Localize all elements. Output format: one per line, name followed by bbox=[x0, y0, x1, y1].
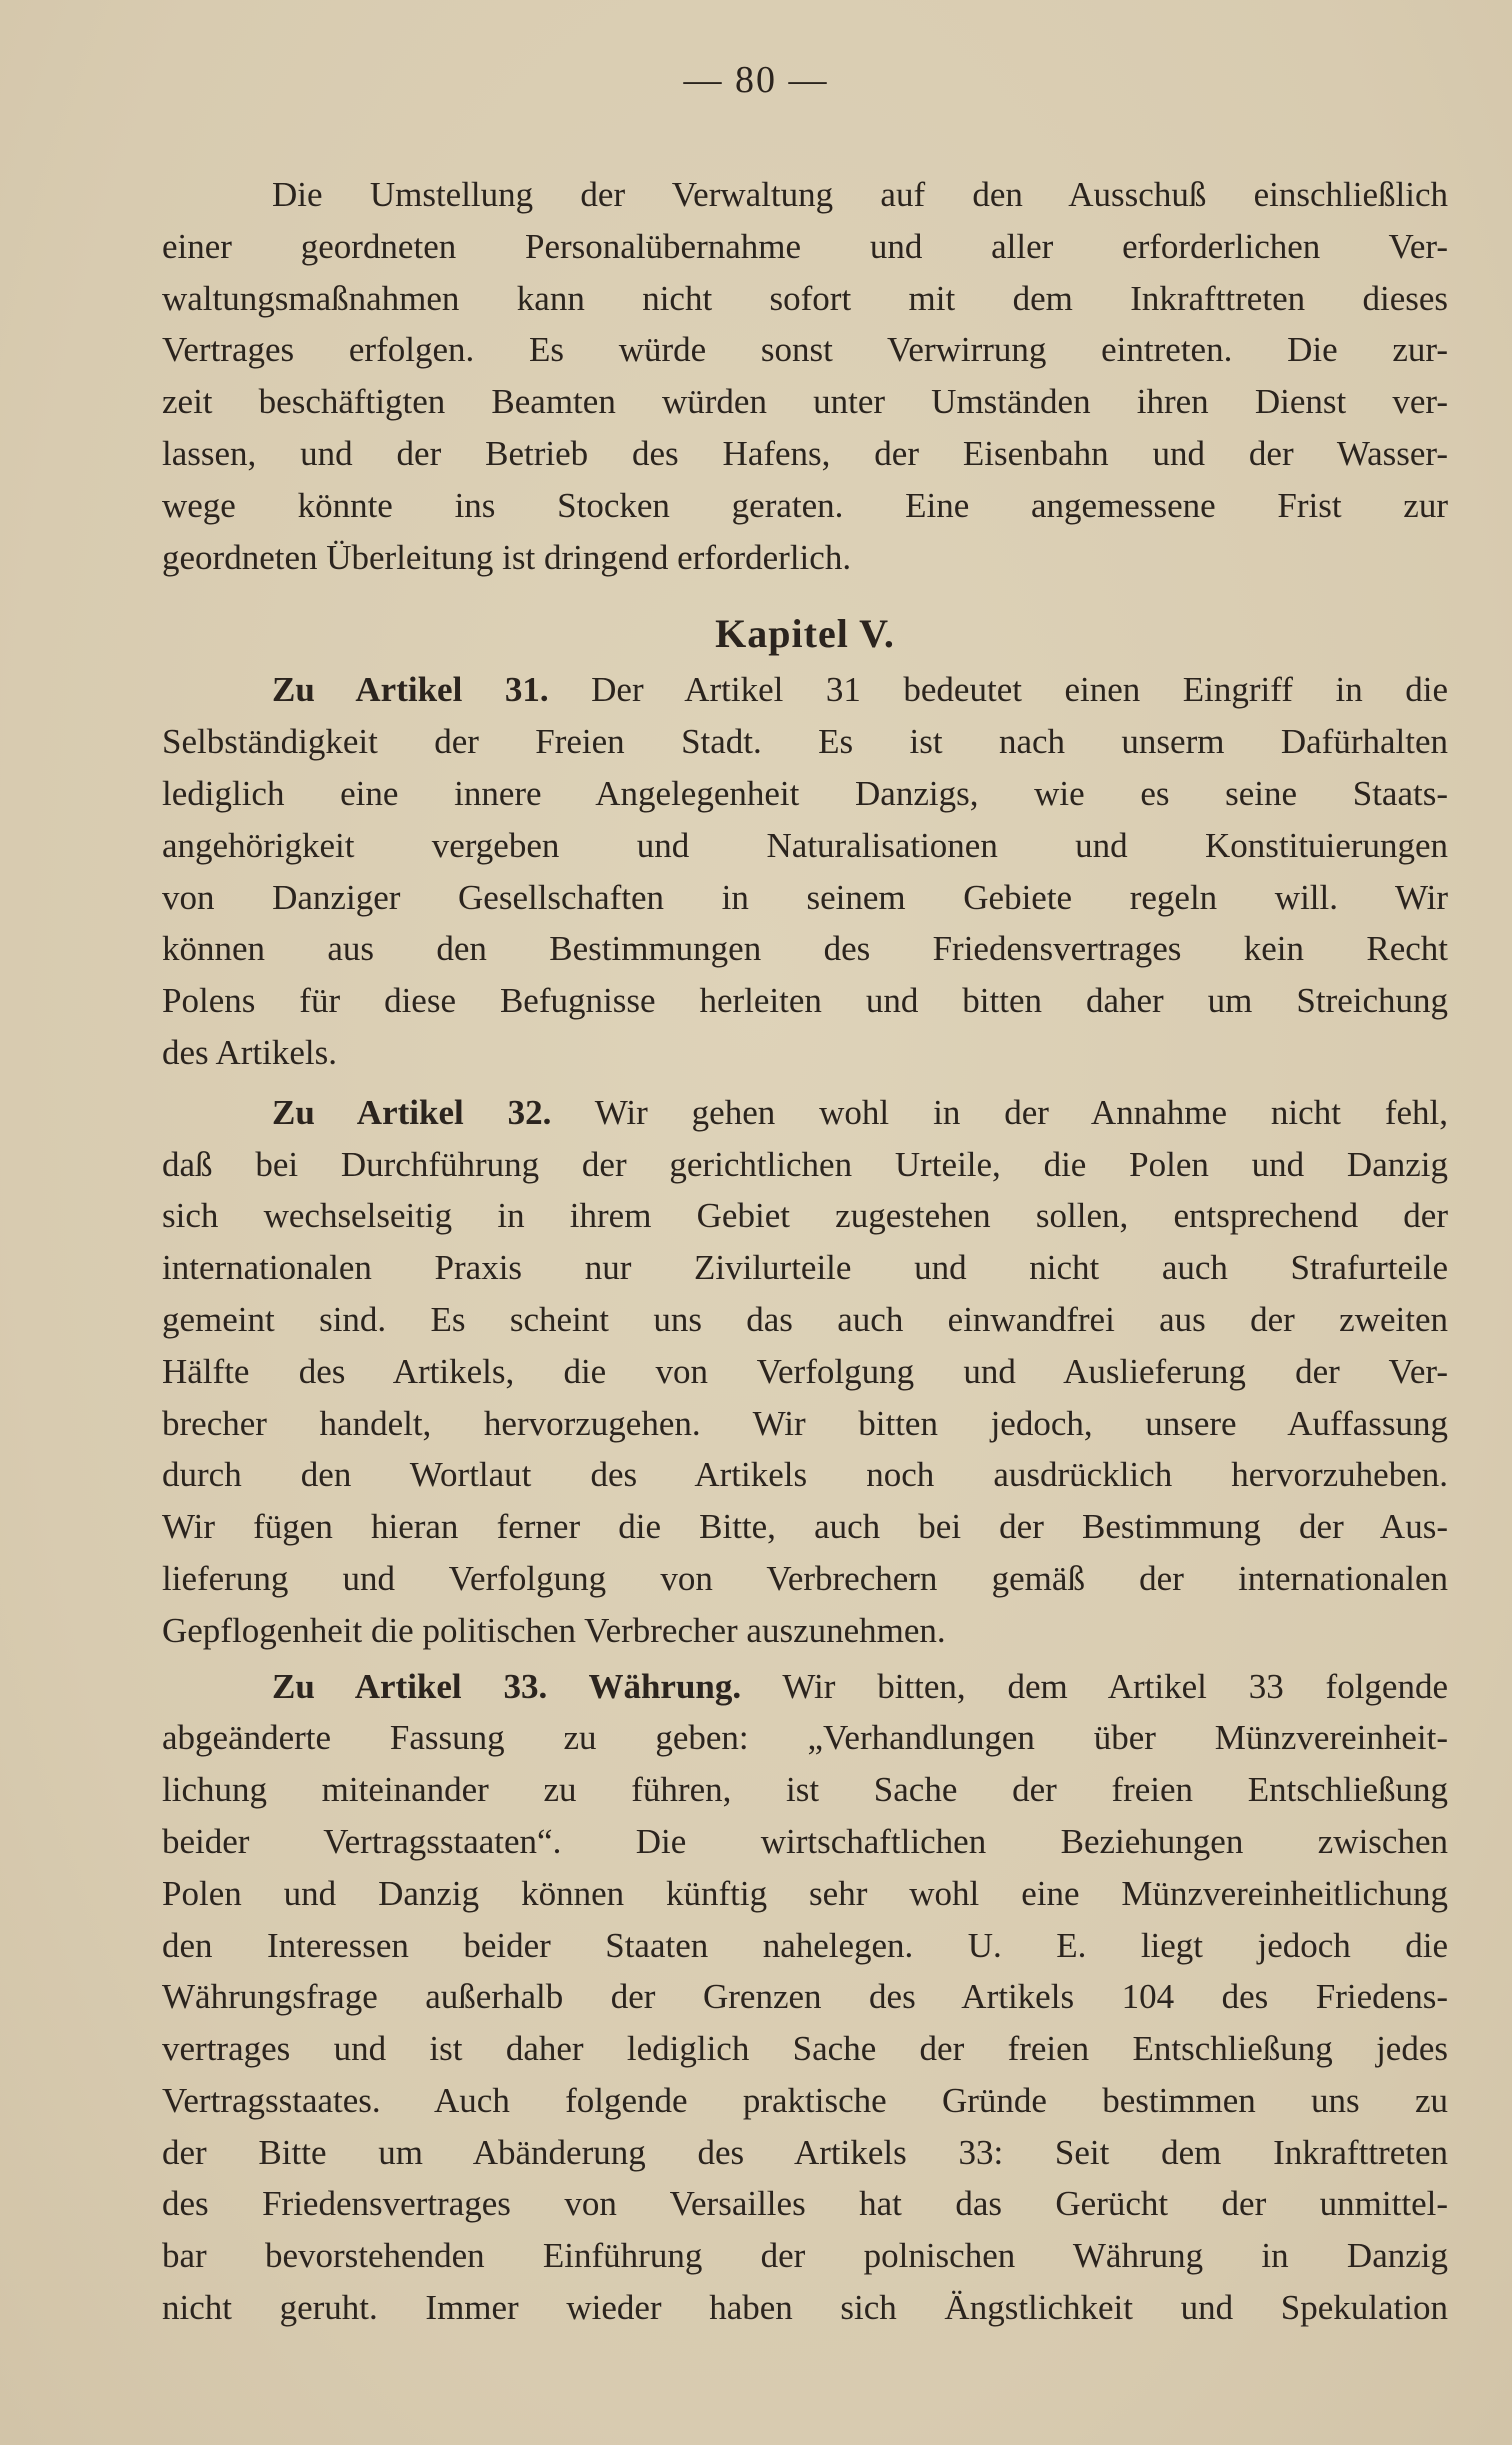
text-line bbox=[162, 1190, 1448, 1242]
text-line bbox=[162, 324, 1448, 376]
text-line bbox=[162, 480, 1448, 532]
line-text: Polen und Danzig können künftig sehr wohl eine Münzvereinheitlichung bbox=[162, 1873, 1448, 1913]
line-text: daß bei Durchführung der gerichtlichen Urteile, die Polen und Danzig bbox=[162, 1144, 1448, 1184]
text-line bbox=[162, 1712, 1448, 1764]
line-text: Hälfte des Artikels, die von Verfolgung und Auslieferung der Ver- bbox=[162, 1351, 1448, 1391]
line-text: von Danziger Gesellschaften in seinem Gebiete regeln will. Wir bbox=[162, 877, 1448, 917]
text-line bbox=[162, 1242, 1448, 1294]
text-line bbox=[162, 1398, 1448, 1450]
line-text: Vertrages erfolgen. Es würde sonst Verwirrung eintreten. Die zur- bbox=[162, 330, 1448, 370]
line-text: Wir bitten, dem Artikel 33 folgende bbox=[782, 1666, 1448, 1706]
line-text: Vertragsstaates. Auch folgende praktische Gründe bestimmen uns zu bbox=[162, 2080, 1448, 2120]
text-line bbox=[162, 872, 1448, 924]
line-text: durch den Wortlaut des Artikels noch ausdrücklich hervorzuheben. bbox=[162, 1455, 1448, 1495]
line-text: waltungsmaßnahmen kann nicht sofort mit dem Inkrafttreten dieses bbox=[162, 278, 1448, 318]
chapter-heading: Kapitel V. bbox=[715, 611, 895, 657]
text-line bbox=[162, 1971, 1448, 2023]
body-text bbox=[162, 169, 1448, 2334]
line-text: lediglich eine innere Angelegenheit Danzigs, wie es seine Staats- bbox=[162, 773, 1448, 813]
text-line bbox=[162, 169, 1448, 221]
paragraph-administration bbox=[162, 169, 1448, 583]
paragraph-article-33 bbox=[162, 1661, 1448, 2334]
text-line bbox=[162, 2127, 1448, 2179]
text-line bbox=[162, 664, 1448, 716]
line-text: der Bitte um Abänderung des Artikels 33: Seit dem Inkrafttreten bbox=[162, 2132, 1448, 2172]
line-text: geordneten Überleitung ist dringend erforderlich. bbox=[162, 537, 852, 577]
text-line bbox=[162, 716, 1448, 768]
text-line bbox=[162, 273, 1448, 325]
page-number: — 80 — bbox=[683, 59, 829, 101]
line-text: Wir gehen wohl in der Annahme nicht fehl, bbox=[594, 1092, 1449, 1132]
line-text: angehörigkeit vergeben und Naturalisationen und Konstituierungen bbox=[162, 825, 1448, 865]
text-line bbox=[162, 1868, 1448, 1920]
line-text: wege könnte ins Stocken geraten. Eine angemessene Frist zur bbox=[162, 485, 1448, 525]
line-text: brecher handelt, hervorzugehen. Wir bitten jedoch, unsere Auffassung bbox=[162, 1403, 1448, 1443]
text-line bbox=[162, 923, 1448, 975]
text-line bbox=[162, 221, 1448, 273]
line-text: gemeint sind. Es scheint uns das auch einwandfrei aus der zweiten bbox=[162, 1299, 1448, 1339]
text-line bbox=[162, 376, 1448, 428]
text-line bbox=[162, 2282, 1448, 2334]
line-text: den Interessen beider Staaten nahelegen. U. E. liegt jedoch die bbox=[162, 1925, 1448, 1965]
line-text: lassen, und der Betrieb des Hafens, der Eisenbahn und der Wasser- bbox=[162, 433, 1448, 473]
text-line bbox=[162, 768, 1448, 820]
text-line bbox=[162, 2230, 1448, 2282]
line-text: einer geordneten Personalübernahme und aller erforderlichen Ver- bbox=[162, 226, 1448, 266]
line-text: bar bevorstehenden Einführung der polnischen Währung in Danzig bbox=[162, 2236, 1448, 2276]
article-lead: Zu Artikel 33. Währung. bbox=[272, 1666, 742, 1706]
line-text: des Friedensvertrages von Versailles hat das Gerücht der unmittel- bbox=[162, 2184, 1448, 2224]
line-text: lieferung und Verfolgung von Verbrechern gemäß der internationalen bbox=[162, 1558, 1448, 1598]
line-text: beider Vertragsstaaten“. Die wirtschaftlichen Beziehungen zwischen bbox=[162, 1821, 1448, 1861]
text-line bbox=[162, 820, 1448, 872]
line-text: sich wechselseitig in ihrem Gebiet zugestehen sollen, entsprechend der bbox=[162, 1196, 1448, 1236]
line-text: Die Umstellung der Verwaltung auf den Ausschuß einschließlich bbox=[272, 175, 1448, 214]
text-line bbox=[162, 1087, 1448, 1139]
line-text: Selbständigkeit der Freien Stadt. Es ist nach unserm Dafürhalten bbox=[162, 722, 1448, 762]
article-lead: Zu Artikel 32. bbox=[272, 1092, 552, 1132]
text-line bbox=[162, 2178, 1448, 2230]
line-text: des Artikels. bbox=[162, 1032, 337, 1072]
line-text: Gepflogenheit die politischen Verbrecher auszunehmen. bbox=[162, 1610, 946, 1650]
line-text: Polens für diese Befugnisse herleiten und bitten daher um Streichung bbox=[162, 981, 1448, 1021]
line-text: können aus den Bestimmungen des Friedensvertrages kein Recht bbox=[162, 929, 1448, 969]
text-line bbox=[162, 1553, 1448, 1605]
line-text: Der Artikel 31 bedeutet einen Eingriff in die bbox=[591, 670, 1449, 710]
paragraph-article-31 bbox=[162, 664, 1448, 1078]
text-line bbox=[162, 1346, 1448, 1398]
text-line bbox=[162, 532, 1448, 584]
line-text: vertrages und ist daher lediglich Sache der freien Entschließung jedes bbox=[162, 2029, 1448, 2069]
paragraph-article-32 bbox=[162, 1087, 1448, 1657]
text-line bbox=[162, 1605, 1448, 1657]
text-line bbox=[162, 975, 1448, 1027]
text-line bbox=[162, 1764, 1448, 1816]
text-line bbox=[162, 1449, 1448, 1501]
line-text: Wir fügen hieran ferner die Bitte, auch bei der Bestimmung der Aus- bbox=[162, 1507, 1448, 1547]
line-text: nicht geruht. Immer wieder haben sich Ängstlichkeit und Spekulation bbox=[162, 2288, 1448, 2328]
text-line bbox=[162, 1816, 1448, 1868]
text-line bbox=[162, 1661, 1448, 1713]
text-line bbox=[162, 1501, 1448, 1553]
text-line bbox=[162, 1920, 1448, 1972]
line-text: zeit beschäftigten Beamten würden unter Umständen ihren Dienst ver- bbox=[162, 382, 1448, 422]
text-line bbox=[162, 2023, 1448, 2075]
line-text: abgeänderte Fassung zu geben: „Verhandlungen über Münzvereinheit- bbox=[162, 1718, 1448, 1758]
text-line bbox=[162, 1294, 1448, 1346]
line-text: lichung miteinander zu führen, ist Sache der freien Entschließung bbox=[162, 1770, 1448, 1810]
line-text: Währungsfrage außerhalb der Grenzen des Artikels 104 des Friedens- bbox=[162, 1977, 1448, 2017]
text-line bbox=[162, 428, 1448, 480]
line-text: internationalen Praxis nur Zivilurteile und nicht auch Strafurteile bbox=[162, 1248, 1448, 1288]
text-line bbox=[162, 1139, 1448, 1191]
text-line bbox=[162, 1027, 1448, 1079]
article-lead: Zu Artikel 31. bbox=[272, 670, 549, 710]
text-line bbox=[162, 2075, 1448, 2127]
